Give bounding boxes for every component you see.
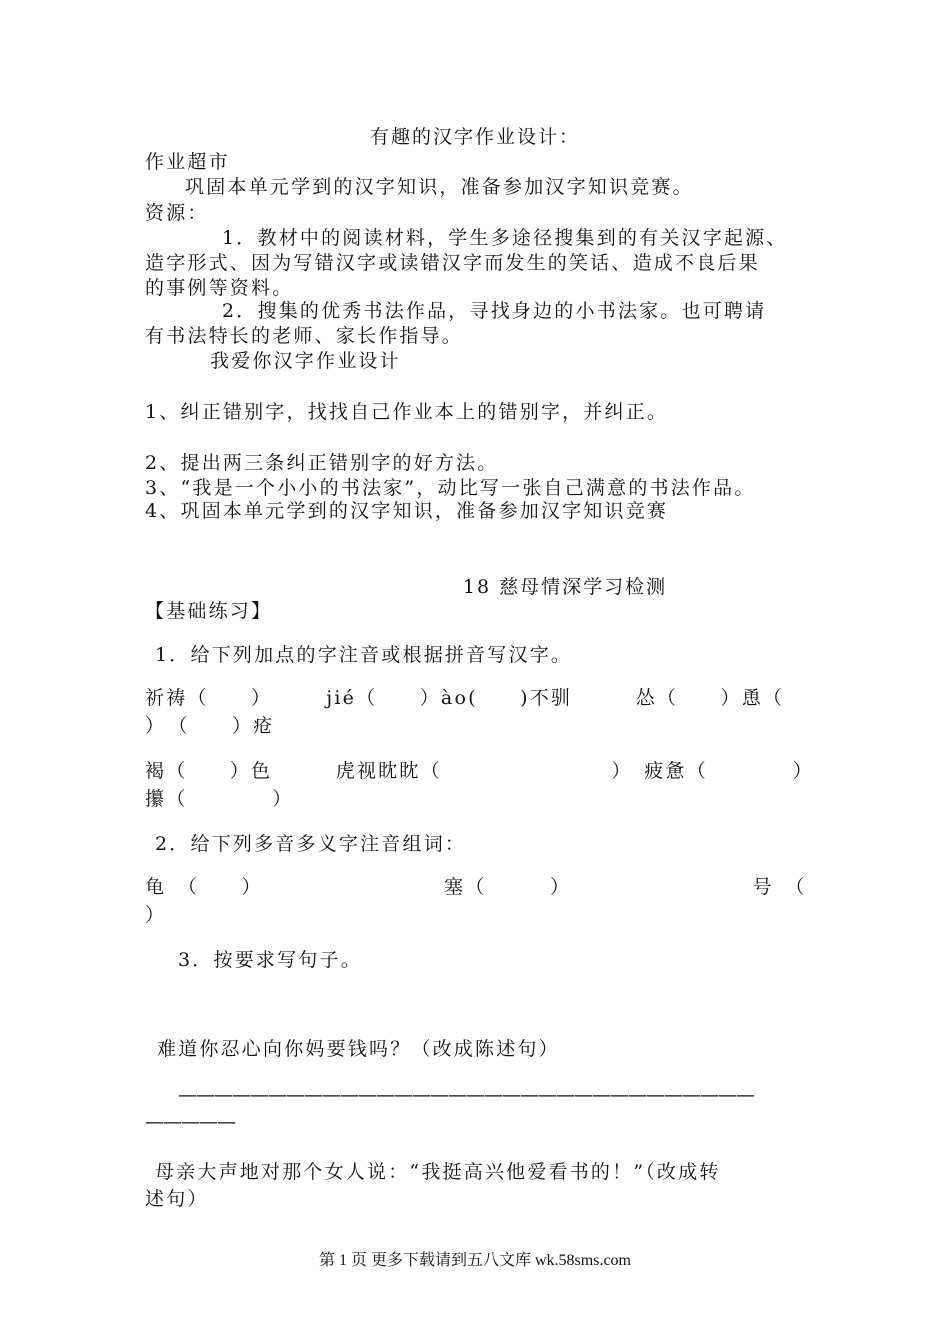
section-title: 有趣的汉字作业设计： bbox=[369, 126, 580, 148]
list-item: 4、巩固本单元学到的汉字知识，准备参加汉字知识竞赛 bbox=[145, 500, 669, 522]
text-line: 作业超市 bbox=[145, 151, 230, 173]
question: 2．给下列多音多义字注音组词： bbox=[155, 833, 467, 855]
answer-line: ————— bbox=[145, 1111, 235, 1133]
question-line: ） bbox=[145, 904, 167, 926]
sentence-task: 述句） bbox=[145, 1188, 209, 1210]
question-line: 龟 （ ） 塞（ ） 号 （ bbox=[145, 876, 807, 898]
page-footer: 第 1 页 更多下载请到五八文库 wk.58sms.com bbox=[318, 1252, 631, 1269]
sentence-task: 母亲大声地对那个女人说：“我挺高兴他爱看书的！”（改成转 bbox=[155, 1161, 721, 1183]
text-line: 造字形式、因为写错汉字或读错汉字而发生的笑话、造成不良后果 bbox=[145, 252, 760, 274]
question: 1．给下列加点的字注音或根据拼音写汉字。 bbox=[155, 644, 573, 666]
text-line: 的事例等资料。 bbox=[145, 277, 294, 299]
question-line: 祈祷（ ） jié（ ）ào( )不驯 怂（ ）恿（ bbox=[145, 687, 785, 709]
text-line: 有书法特长的老师、家长作指导。 bbox=[145, 325, 464, 347]
question-line: 褐（ ）色 虎视眈眈（ ） 疲惫（ ） bbox=[145, 760, 814, 782]
exercise-heading: 【基础练习】 bbox=[145, 600, 273, 622]
section-title: 18 慈母情深学习检测 bbox=[462, 576, 668, 598]
text-line: 资源： bbox=[145, 202, 209, 224]
text-line: 2．搜集的优秀书法作品，寻找身边的小书法家。也可聘请 bbox=[222, 300, 767, 322]
sentence-task: 难道你忍心向你妈要钱吗？（改成陈述句） bbox=[157, 1038, 560, 1060]
text-line: 巩固本单元学到的汉字知识，准备参加汉字知识竞赛。 bbox=[185, 176, 694, 198]
text-line: 1．教材中的阅读材料，学生多途径搜集到的有关汉字起源、 bbox=[222, 227, 788, 249]
question: 3．按要求写句子。 bbox=[178, 949, 362, 971]
list-item: 3、“我是一个小小的书法家”，动比写一张自己满意的书法作品。 bbox=[145, 477, 756, 499]
list-item: 1、纠正错别字，找找自己作业本上的错别字，并纠正。 bbox=[145, 401, 669, 423]
question-line: ） （ ）疮 bbox=[145, 715, 275, 737]
answer-line: ———————————————————————————————— bbox=[178, 1084, 754, 1106]
list-item: 2、提出两三条纠正错别字的好方法。 bbox=[145, 452, 499, 474]
subheading: 我爱你汉字作业设计 bbox=[210, 350, 401, 372]
question-line: 攥（ ） bbox=[145, 788, 294, 810]
